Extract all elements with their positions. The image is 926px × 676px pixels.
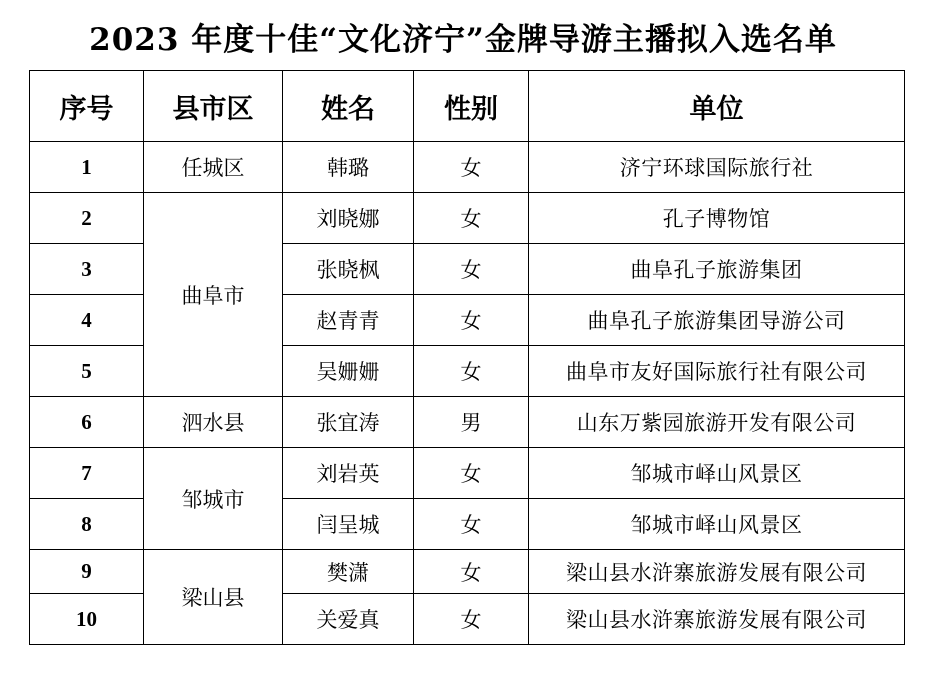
cell-name: 张晓枫 — [283, 244, 414, 295]
cell-seq: 1 — [30, 142, 144, 193]
header-district: 县市区 — [144, 71, 283, 142]
cell-district: 曲阜市 — [144, 193, 283, 397]
table-row — [30, 448, 905, 499]
header-unit: 单位 — [529, 71, 905, 142]
cell-unit: 梁山县水浒寨旅游发展有限公司 — [529, 550, 905, 594]
table-header-row — [30, 71, 905, 142]
cell-unit: 曲阜市友好国际旅行社有限公司 — [529, 346, 905, 397]
cell-unit: 曲阜孔子旅游集团导游公司 — [529, 295, 905, 346]
cell-name: 赵青青 — [283, 295, 414, 346]
cell-seq: 6 — [30, 397, 144, 448]
cell-unit: 曲阜孔子旅游集团 — [529, 244, 905, 295]
cell-seq: 3 — [30, 244, 144, 295]
header-seq: 序号 — [30, 71, 144, 142]
cell-district: 泗水县 — [144, 397, 283, 448]
cell-seq: 9 — [30, 550, 144, 594]
cell-seq: 7 — [30, 448, 144, 499]
cell-name: 吴姗姗 — [283, 346, 414, 397]
cell-gender: 女 — [414, 193, 529, 244]
table-row — [30, 142, 905, 193]
cell-unit: 梁山县水浒寨旅游发展有限公司 — [529, 594, 905, 645]
candidate-table — [29, 70, 905, 645]
page-title: 2023 年度十佳“文化济宁”金牌导游主播拟入选名单 — [89, 22, 837, 58]
cell-gender: 女 — [414, 295, 529, 346]
cell-gender: 女 — [414, 142, 529, 193]
cell-seq: 2 — [30, 193, 144, 244]
cell-gender: 女 — [414, 594, 529, 645]
cell-name: 刘晓娜 — [283, 193, 414, 244]
cell-name: 樊潇 — [283, 550, 414, 594]
cell-gender: 女 — [414, 448, 529, 499]
table-row — [30, 193, 905, 244]
table-row — [30, 397, 905, 448]
cell-name: 韩璐 — [283, 142, 414, 193]
cell-name: 张宜涛 — [283, 397, 414, 448]
cell-seq: 5 — [30, 346, 144, 397]
cell-unit: 济宁环球国际旅行社 — [529, 142, 905, 193]
cell-unit: 孔子博物馆 — [529, 193, 905, 244]
cell-name: 刘岩英 — [283, 448, 414, 499]
cell-name: 闫呈城 — [283, 499, 414, 550]
header-name: 姓名 — [283, 71, 414, 142]
cell-seq: 10 — [30, 594, 144, 645]
cell-district: 梁山县 — [144, 550, 283, 645]
cell-gender: 女 — [414, 550, 529, 594]
cell-unit: 邹城市峄山风景区 — [529, 499, 905, 550]
cell-gender: 女 — [414, 499, 529, 550]
cell-unit: 山东万紫园旅游开发有限公司 — [529, 397, 905, 448]
cell-seq: 4 — [30, 295, 144, 346]
cell-district: 任城区 — [144, 142, 283, 193]
cell-seq: 8 — [30, 499, 144, 550]
cell-gender: 女 — [414, 244, 529, 295]
cell-unit: 邹城市峄山风景区 — [529, 448, 905, 499]
header-gender: 性别 — [414, 71, 529, 142]
table-row — [30, 550, 905, 594]
cell-district: 邹城市 — [144, 448, 283, 550]
cell-gender: 女 — [414, 346, 529, 397]
cell-name: 关爱真 — [283, 594, 414, 645]
cell-gender: 男 — [414, 397, 529, 448]
